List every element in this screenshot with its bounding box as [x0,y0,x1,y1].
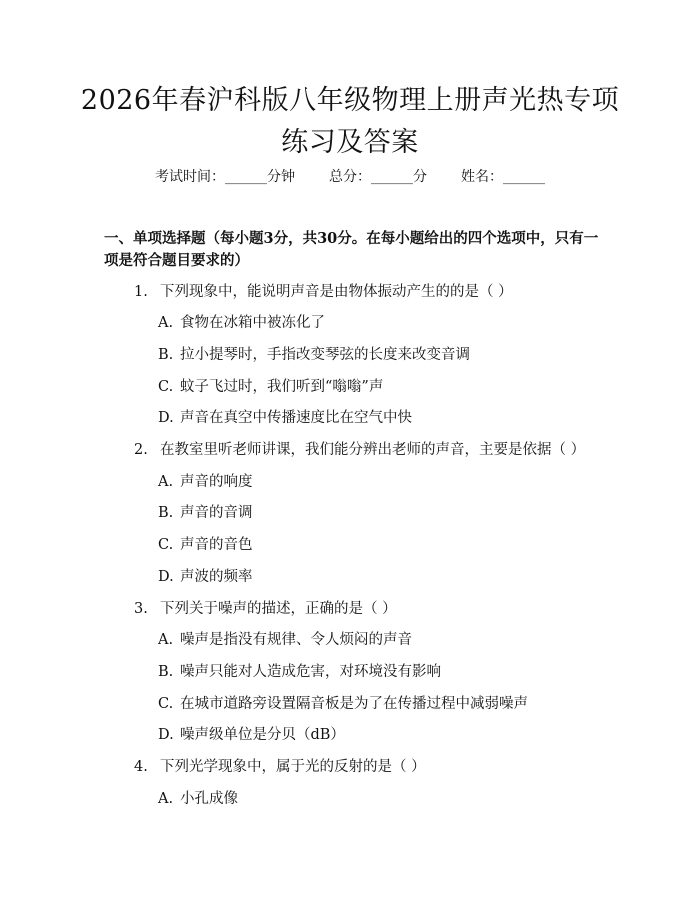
option-1d [158,408,412,428]
option-text: 声音的音色 [180,537,253,553]
option-letter: A. [158,791,174,807]
option-text: 声音的响度 [180,474,253,490]
option-letter: A. [158,315,174,331]
option-2a [158,472,253,492]
student-name: 姓名：______ [461,169,545,185]
option-text: 食物在冰箱中被冻化了 [180,315,325,331]
option-letter: D. [158,410,174,426]
option-letter: B. [158,505,174,521]
option-1c [158,377,383,397]
option-letter: D. [158,569,174,585]
question-number: 3. [134,601,148,617]
exam-time: 考试时间：______分钟 [155,169,295,185]
option-text: 噪声是指没有规律、令人烦闷的声音 [180,632,412,648]
option-text: 声音在真空中传播速度比在空气中快 [180,410,412,426]
option-letter: B. [158,347,174,363]
option-2c [158,535,253,555]
document-title [0,80,700,164]
option-text: 噪声级单位是分贝（dB） [180,727,345,743]
section-heading-1: 一、单项选择题（每小题3分，共30分。在每小题给出的四个选项中，只有一项是符合题目要求的） [104,230,599,269]
option-2d [158,567,253,587]
option-text: 小孔成像 [180,791,238,807]
question-text: 下列现象中，能说明声音是由物体振动产生的的是（ ） [160,284,513,300]
option-3a [158,630,412,650]
option-1a [158,313,325,333]
option-letter: C. [158,696,174,712]
option-text: 声波的频率 [180,569,253,585]
option-letter: B. [158,664,174,680]
option-text: 噪声只能对人造成危害，对环境没有影响 [180,664,441,680]
option-letter: A. [158,474,174,490]
question-4 [134,757,426,777]
question-1 [134,282,513,302]
option-3c [158,694,528,714]
question-text: 下列关于噪声的描述，正确的是（ ） [160,601,397,617]
option-2b [158,503,253,523]
question-3 [134,599,397,619]
title-line-2: 练习及答案 [281,127,419,158]
title-line-1: 2026年春沪科版八年级物理上册声光热专项 [80,85,620,116]
option-3d [158,725,345,745]
option-1b [158,345,470,365]
question-number: 1. [134,284,148,300]
option-letter: D. [158,727,174,743]
question-text: 在教室里听老师讲课，我们能分辨出老师的声音，主要是依据（ ） [160,442,586,458]
question-text: 下列光学现象中，属于光的反射的是（ ） [160,759,426,775]
option-text: 蚊子飞过时，我们听到“嗡嗡”声 [180,379,384,395]
question-number: 4. [134,759,148,775]
total-score: 总分：______分 [329,169,427,185]
option-text: 声音的音调 [180,505,253,521]
option-letter: A. [158,632,174,648]
option-3b [158,662,441,682]
option-text: 在城市道路旁设置隔音板是为了在传播过程中减弱噪声 [180,696,528,712]
question-2 [134,440,585,460]
option-letter: C. [158,379,174,395]
option-letter: C. [158,537,174,553]
option-text: 拉小提琴时，手指改变琴弦的长度来改变音调 [180,347,470,363]
exam-meta [0,167,700,187]
question-number: 2. [134,442,148,458]
option-4a [158,789,238,809]
